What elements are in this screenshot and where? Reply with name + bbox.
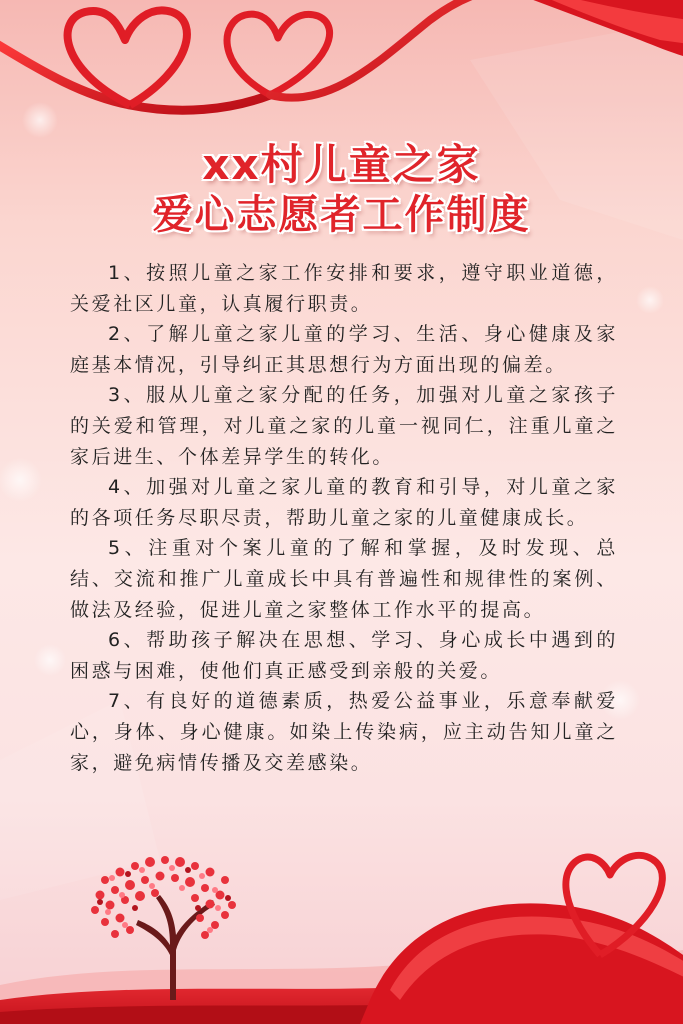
rule-paragraph-5: 5、注重对个案儿童的了解和掌握，及时发现、总结、交流和推广儿童成长中具有普遍性和规律性的案例、做法及经验，促进儿童之家整体工作水平的提高。 <box>70 537 618 621</box>
title-block <box>0 140 683 240</box>
rules-content <box>70 258 618 778</box>
rule-paragraph-7: 7、有良好的道德素质，热爱公益事业，乐意奉献爱心，身体、身心健康。如染上传染病，应主动告知儿童之家，避免病情传播及交差感染。 <box>70 690 618 774</box>
title-line-2: 爱心志愿者工作制度 <box>152 192 531 238</box>
rule-paragraph-1: 1、按照儿童之家工作安排和要求，遵守职业道德，关爱社区儿童，认真履行职责。 <box>70 262 618 315</box>
rule-paragraph-4: 4、加强对儿童之家儿童的教育和引导，对儿童之家的各项任务尽职尽责，帮助儿童之家的儿童健康成长。 <box>70 476 618 529</box>
bottom-right-ribbon <box>360 855 683 1024</box>
rule-paragraph-2: 2、了解儿童之家儿童的学习、生活、身心健康及家庭基本情况，引导纠正其思想行为方面出现的偏差。 <box>70 323 618 376</box>
rule-paragraph-3: 3、服从儿童之家分配的任务，加强对儿童之家孩子的关爱和管理，对儿童之家的儿童一视同仁，注重儿童之家后进生、个体差异学生的转化。 <box>70 384 618 468</box>
title-line-1: xx村儿童之家 <box>202 140 481 189</box>
rule-paragraph-6: 6、帮助孩子解决在思想、学习、身心成长中遇到的困惑与困难，使他们真正感受到亲般的关爱。 <box>70 629 618 682</box>
